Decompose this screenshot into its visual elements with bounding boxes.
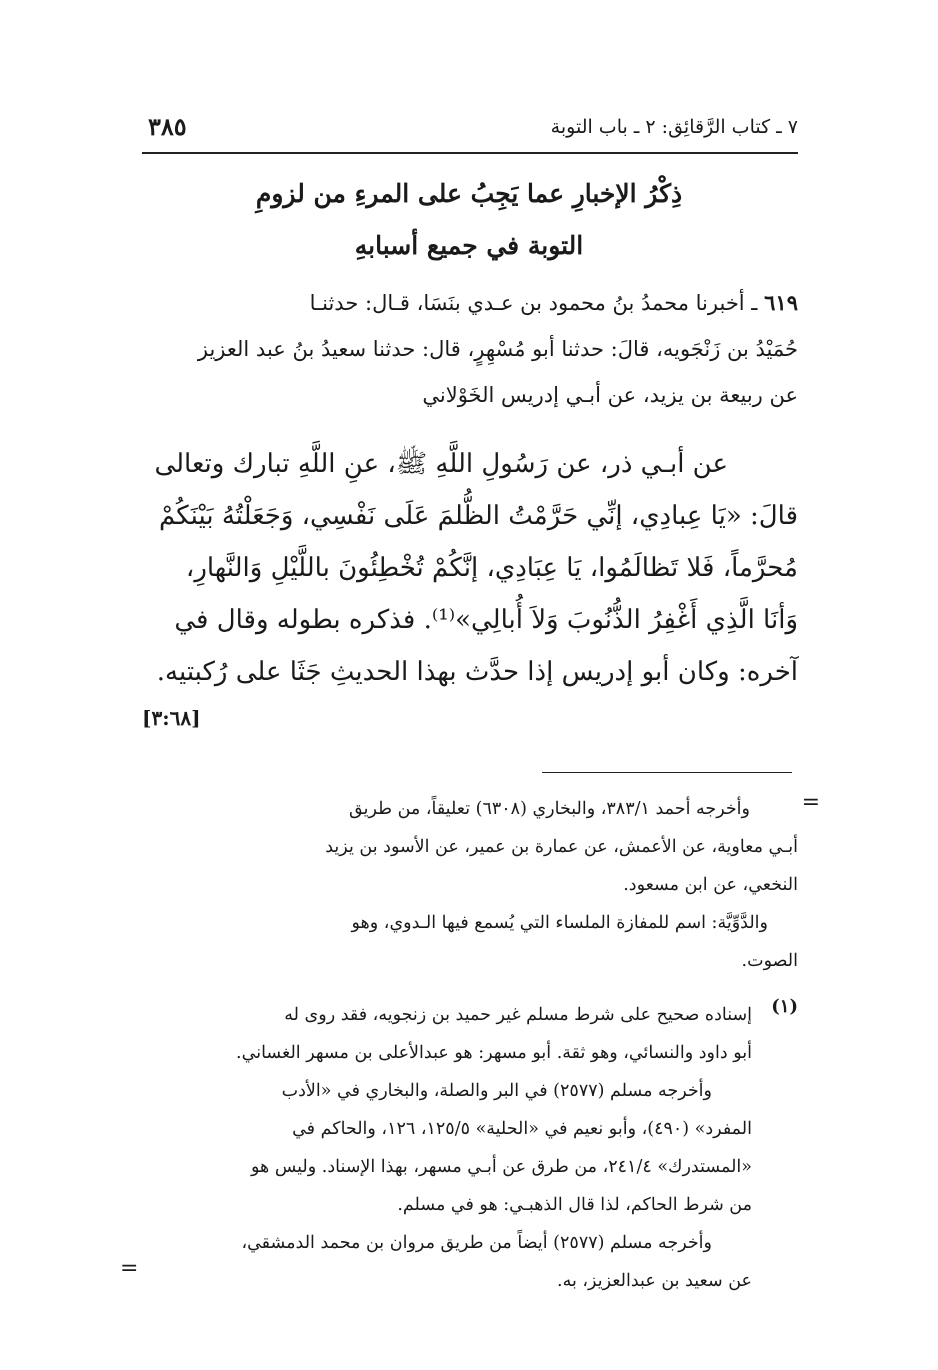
source-reference: [٣:٦٨] bbox=[142, 706, 201, 730]
footnote-prev-line-3: النخعي، عن ابن مسعود. bbox=[623, 875, 798, 895]
footnote-1-line-5: «المستدرك» ٢٤١/٤، من طرق عن أبـي مسهر، بهذا الإسناد. وليس هو bbox=[251, 1157, 752, 1177]
hadith-text bbox=[140, 438, 798, 698]
footnote-1-line-4: المفرد» (٤٩٠)، وأبو نعيم في «الحلية» ١٢٥/٥، ١٢٦، والحاكم في bbox=[292, 1119, 752, 1139]
isnad-paragraph bbox=[138, 280, 798, 418]
section-title-line-1: ذِكْرُ الإخبارِ عما يَجِبُ على المرءِ من لزومِ bbox=[255, 179, 683, 208]
continuation-mark: = bbox=[801, 790, 820, 815]
matn-line-4: وَأنَا الَّذِي أَغْفِرُ الذُّنُوبَ وَلاَ أُبالِي»⁽¹⁾. فذكره بطوله وقال في bbox=[174, 605, 798, 635]
footnote-prev-line-1: وأخرجه أحمد ٣٨٣/١، والبخاري (٦٣٠٨) تعليقاً، من طريق bbox=[348, 799, 750, 819]
continuation-mark-bottom: = bbox=[120, 1256, 139, 1281]
matn-line-2: قالَ: «يَا عِبادِي، إنِّي حَرَّمْتُ الظُّلمَ عَلَى نَفْسِي، وَجَعَلْتُهُ بَيْنَكُمْ bbox=[158, 501, 798, 531]
footnote-1-line-3: وأخرجه مسلم (٢٥٧٧) في البر والصلة، والبخاري في «الأدب bbox=[281, 1081, 712, 1101]
section-title bbox=[140, 168, 798, 272]
header-rule bbox=[142, 152, 798, 154]
footnote-prev-line-5: الصوت. bbox=[741, 951, 798, 971]
hadith-number: ٦١٩ bbox=[764, 290, 798, 315]
footnote-1 bbox=[186, 996, 752, 1300]
footnote-prev-line-4: والدَّوِّيَّة: اسم للمفازة الملساء التي يُسمع فيها الـدوي، وهو bbox=[351, 913, 768, 933]
matn-line-3: مُحرَّماً، فَلا تَظالَمُوا، يَا عِبَادِي، إنَّكُمْ تُخْطِئُونَ باللَّيْلِ وَالنَّهارِ، bbox=[185, 553, 798, 583]
footnote-1-line-7: وأخرجه مسلم (٢٥٧٧) أيضاً من طريق مروان بن محمد الدمشقي، bbox=[241, 1233, 712, 1253]
isnad-line-2: حُمَيْدُ بن زَنْجَويه، قالَ: حدثنا أبو مُسْهِرٍ، قال: حدثنا سعيدُ بنُ عبد العزيز bbox=[197, 337, 798, 361]
footnote-1-line-8: عن سعيد بن عبدالعزيز، به. bbox=[557, 1271, 752, 1291]
matn-line-1: عن أبـي ذر، عن رَسُولِ اللَّهِ ﷺ، عنِ اللَّهِ تبارك وتعالى bbox=[154, 449, 728, 479]
footnote-separator bbox=[542, 772, 792, 773]
matn-line-5: آخره: وكان أبو إدريس إذا حدَّث بهذا الحديثِ جَثَا على رُكبتيه. bbox=[156, 657, 798, 687]
isnad-line-3: عن ربيعة بن يزيد، عن أبـي إدريس الخَوْلاني bbox=[422, 383, 798, 407]
section-title-line-2: التوبة في جميع أسبابهِ bbox=[354, 231, 584, 260]
footnote-1-marker: (١) bbox=[771, 996, 798, 1017]
isnad-line-1-text: ـ أخبرنا محمدُ بنُ محمود بن عـدي بنَسَا، قـال: حدثنـا bbox=[309, 291, 758, 315]
footnote-1-line-6: من شرط الحاكم، لذا قال الذهبـي: هو في مسلم. bbox=[397, 1195, 752, 1215]
footnote-prev-line-2: أبـي معاوية، عن الأعمش، عن عمارة بن عمير، عن الأسود بن يزيد bbox=[325, 837, 798, 857]
chapter-title: ٧ ـ كتاب الرَّقائِق: ٢ ـ باب التوبة bbox=[550, 116, 798, 138]
page-number: ٣٨٥ bbox=[148, 112, 187, 141]
footnote-continued bbox=[186, 790, 798, 980]
footnote-1-line-1: إسناده صحيح على شرط مسلم غير حميد بن زنجويه، فقد روى له bbox=[284, 1005, 752, 1025]
footnote-1-line-2: أبو داود والنسائي، وهو ثقة. أبو مسهر: هو عبدالأعلى بن مسهر الغساني. bbox=[236, 1043, 752, 1063]
isnad-line-1 bbox=[138, 280, 798, 326]
running-header bbox=[142, 112, 798, 148]
